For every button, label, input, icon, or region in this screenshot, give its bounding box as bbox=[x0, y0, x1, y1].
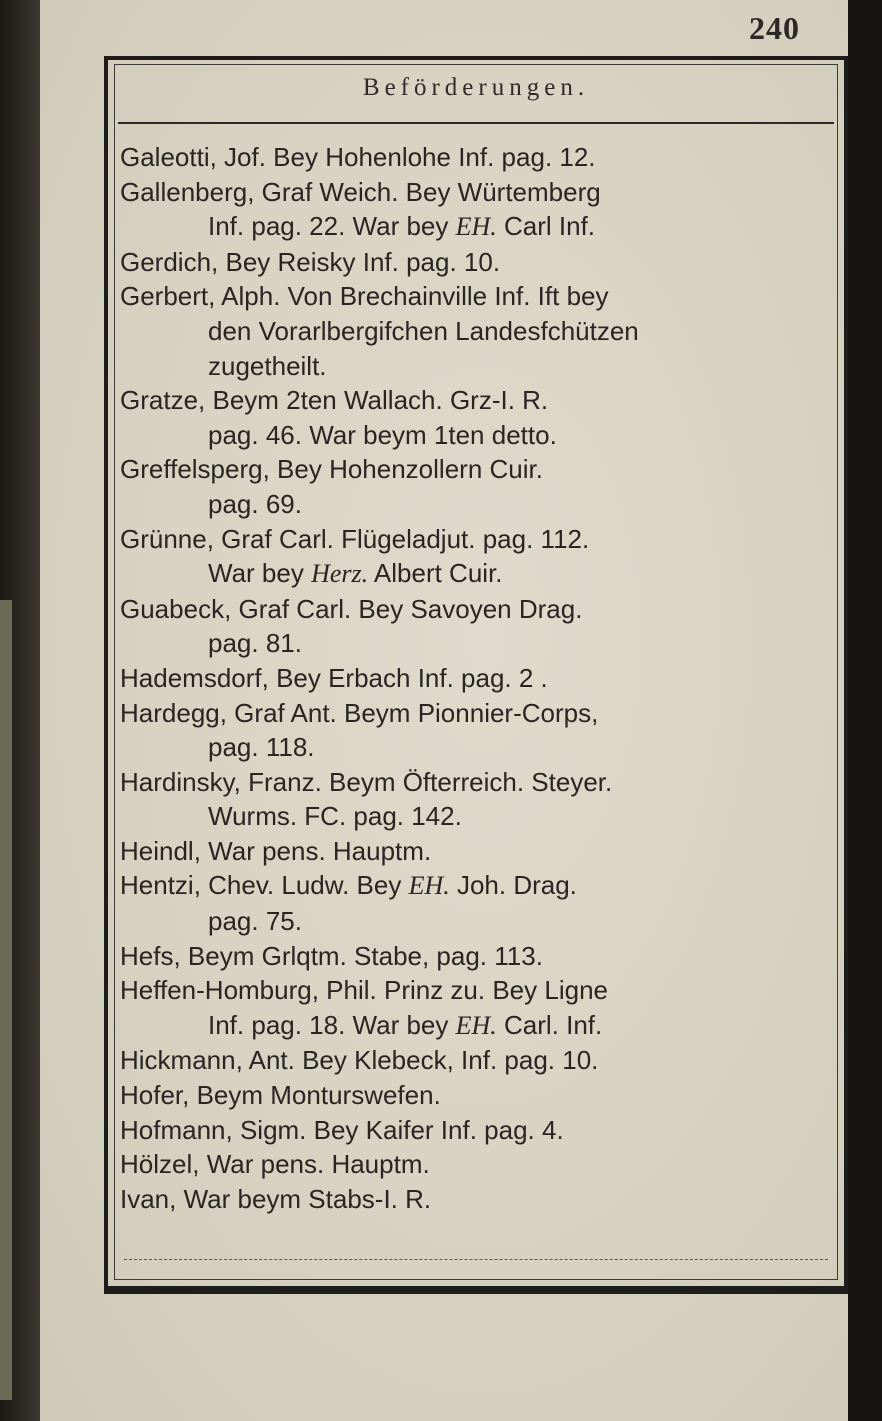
entry-text: Hickmann, Ant. Bey Klebeck, Inf. pag. 10. bbox=[120, 1045, 599, 1076]
entry-text: pag. 75. bbox=[208, 906, 302, 937]
entry-text: Gerdich, Bey Reisky Inf. pag. 10. bbox=[120, 246, 501, 277]
entry-text: Hademsdorf, Bey Erbach Inf. pag. 2 . bbox=[120, 662, 548, 693]
entry bbox=[120, 834, 836, 869]
entry-line bbox=[120, 140, 836, 175]
entry bbox=[120, 868, 836, 938]
entry-line bbox=[120, 868, 836, 904]
entry-text: Wurms. FC. pag. 142. bbox=[208, 801, 462, 832]
entry-italic-text: Herz. bbox=[311, 559, 369, 589]
entry-text: War bey bbox=[208, 558, 312, 589]
entry-continuation-line bbox=[120, 904, 836, 939]
entry bbox=[120, 592, 836, 661]
entry-text: Hentzi, Chev. Ludw. Bey bbox=[120, 870, 409, 901]
entry bbox=[120, 1043, 836, 1078]
entry-line bbox=[120, 939, 836, 974]
entry-line bbox=[120, 522, 836, 557]
entry-continuation-line bbox=[120, 314, 836, 349]
entry-text: Carl. Inf. bbox=[496, 1009, 603, 1040]
entry bbox=[120, 1113, 836, 1148]
entry-line bbox=[120, 452, 836, 487]
entry-line bbox=[120, 175, 836, 210]
entry-text: Hefs, Beym Grlqtm. Stabe, pag. 113. bbox=[120, 940, 543, 971]
entry-text: den Vorarlbergifchen Landesfchützen bbox=[208, 315, 639, 346]
entry bbox=[120, 452, 836, 521]
entry-continuation-line bbox=[120, 556, 836, 592]
entry-line bbox=[120, 245, 836, 280]
entry-text: Hardegg, Graf Ant. Beym Pionnier-Corps, bbox=[120, 697, 599, 728]
entry-line bbox=[120, 592, 836, 627]
entry-text: Greffelsperg, Bey Hohenzollern Cuir. bbox=[120, 454, 543, 485]
entry-text: Guabeck, Graf Carl. Bey Savoyen Drag. bbox=[120, 593, 583, 624]
entry bbox=[120, 279, 836, 383]
entry-continuation-line bbox=[120, 626, 836, 661]
entry-line bbox=[120, 765, 836, 800]
entry-text: Carl Inf. bbox=[496, 211, 596, 242]
entry bbox=[120, 1147, 836, 1182]
entry-italic-text: EH. bbox=[408, 871, 450, 901]
entry-text: Albert Cuir. bbox=[368, 558, 503, 589]
entry-text: Hölzel, War pens. Hauptm. bbox=[120, 1149, 430, 1180]
heading-rule bbox=[118, 122, 834, 124]
entry-text: Gerbert, Alph. Von Brechainville Inf. Ift bey bbox=[120, 281, 609, 312]
entry-text: pag. 81. bbox=[208, 628, 302, 659]
book-page bbox=[40, 0, 848, 1421]
entry-line bbox=[120, 383, 836, 418]
entry-text: Joh. Drag. bbox=[449, 870, 577, 901]
entry-italic-text: EH. bbox=[455, 212, 497, 242]
entry-text: Gallenberg, Graf Weich. Bey Würtemberg bbox=[120, 176, 601, 207]
entry bbox=[120, 383, 836, 452]
entry-line bbox=[120, 661, 836, 696]
entry-line bbox=[120, 1043, 836, 1078]
entry-line bbox=[120, 834, 836, 869]
entry bbox=[120, 765, 836, 834]
entry bbox=[120, 1078, 836, 1113]
entry-continuation-line bbox=[120, 418, 836, 453]
entry-list bbox=[120, 140, 836, 1216]
entry-italic-text: EH. bbox=[455, 1010, 497, 1040]
entry-continuation-line bbox=[120, 349, 836, 384]
entry-continuation-line bbox=[120, 730, 836, 765]
entry-text: Heindl, War pens. Hauptm. bbox=[120, 835, 432, 866]
entry-text: Galeotti, Jof. Bey Hohenlohe Inf. pag. 12. bbox=[120, 142, 596, 172]
entry-continuation-line bbox=[120, 209, 836, 245]
entry-text: Ivan, War beym Stabs-I. R. bbox=[120, 1183, 432, 1214]
entry-text: Hardinsky, Franz. Beym Öfterreich. Steyer. bbox=[120, 766, 613, 797]
binding-gutter bbox=[0, 0, 40, 1421]
entry bbox=[120, 939, 836, 974]
page-number: 240 bbox=[749, 10, 800, 46]
entry-text: Inf. pag. 18. War bey bbox=[208, 1009, 456, 1040]
entry-text: pag. 69. bbox=[208, 488, 302, 519]
page-edge bbox=[848, 0, 882, 1421]
entry-text: zugetheilt. bbox=[208, 350, 327, 381]
entry-text: Heffen-Homburg, Phil. Prinz zu. Bey Ligne bbox=[120, 975, 608, 1006]
binding-strip bbox=[0, 600, 12, 1400]
entry-line bbox=[120, 1078, 836, 1113]
entry-line bbox=[120, 696, 836, 731]
entry-text: Hofer, Beym Monturswefen. bbox=[120, 1080, 441, 1111]
entry bbox=[120, 175, 836, 245]
entry-line bbox=[120, 1147, 836, 1182]
section-heading: Beförderungen. bbox=[362, 74, 590, 101]
entry bbox=[120, 661, 836, 696]
entry-text: Inf. pag. 22. War bey bbox=[208, 211, 456, 242]
entry bbox=[120, 696, 836, 765]
entry-continuation-line bbox=[120, 487, 836, 522]
entry-line bbox=[120, 279, 836, 314]
entry-text: pag. 46. War beym 1ten detto. bbox=[208, 419, 557, 450]
entry-text: Hofmann, Sigm. Bey Kaifer Inf. pag. 4. bbox=[120, 1114, 564, 1145]
entry-continuation-line bbox=[120, 799, 836, 834]
text-frame bbox=[104, 56, 848, 1294]
entry-text: Gratze, Beym 2ten Wallach. Grz-I. R. bbox=[120, 385, 549, 416]
entry-continuation-line bbox=[120, 1008, 836, 1044]
bottom-rule bbox=[124, 1259, 828, 1260]
entry-line bbox=[120, 973, 836, 1008]
entry bbox=[120, 1182, 836, 1217]
entry-text: Grünne, Graf Carl. Flügeladjut. pag. 112. bbox=[120, 523, 590, 554]
entry bbox=[120, 522, 836, 592]
entry bbox=[120, 245, 836, 280]
entry-text: pag. 118. bbox=[208, 732, 315, 763]
entry bbox=[120, 140, 836, 175]
entry-line bbox=[120, 1182, 836, 1217]
entry bbox=[120, 973, 836, 1043]
entry-line bbox=[120, 1113, 836, 1148]
